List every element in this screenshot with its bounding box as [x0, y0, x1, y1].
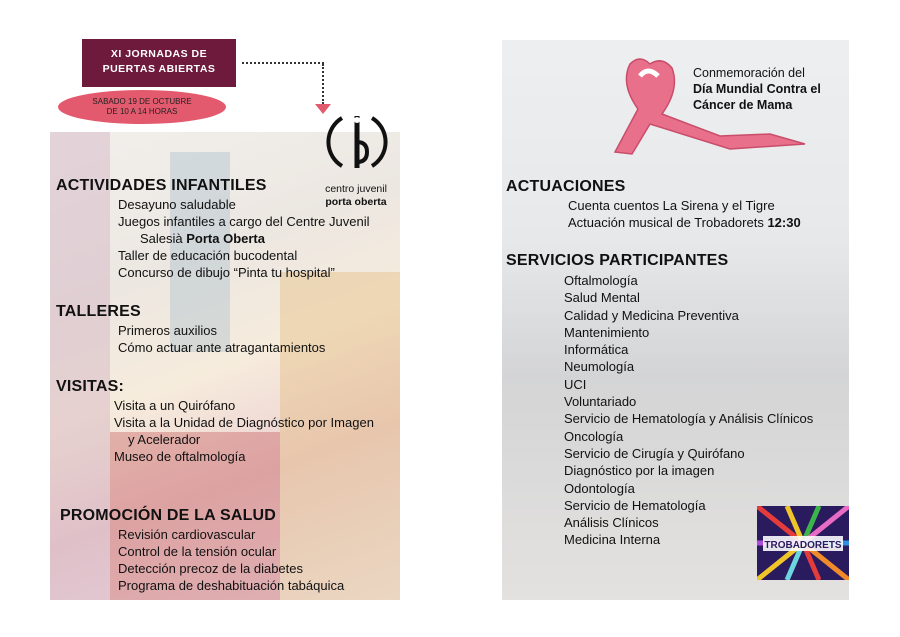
jornadas-banner	[82, 39, 236, 87]
list-item: UCI	[564, 376, 587, 392]
list-talleres	[118, 322, 325, 356]
list-item: Servicio de Hematología y Análisis Clínicos	[564, 411, 814, 427]
heading-servicios-participantes: SERVICIOS PARTICIPANTES	[506, 252, 729, 269]
list-item: y Acelerador	[128, 432, 201, 447]
list-item: Mantenimiento	[564, 324, 650, 340]
list-actuaciones	[568, 197, 801, 231]
list-item: Visita a un Quirófano	[114, 398, 236, 413]
heading-promocion-salud: PROMOCIÓN DE LA SALUD	[60, 507, 277, 524]
date-line1: SABADO 19 DE OCTUBRE	[92, 97, 192, 106]
list-item: Museo de oftalmología	[114, 449, 246, 464]
list-item: Oftalmología	[564, 273, 638, 288]
banner-line2: PUERTAS ABIERTAS	[102, 63, 216, 75]
heading-actividades-infantiles: ACTIVIDADES INFANTILES	[56, 177, 267, 194]
list-item: Servicio de Hematología	[564, 497, 706, 513]
list-item: Taller de educación bucodental	[118, 248, 298, 263]
list-item: Oncología	[564, 428, 624, 444]
logo-line2: porta oberta	[325, 196, 387, 208]
list-item: Voluntariado	[564, 394, 637, 410]
conmemoracion-line2: Día Mundial Contra el	[693, 82, 821, 96]
date-line2: DE 10 A 14 HORAS	[106, 107, 178, 116]
banner-line1: XI JORNADAS DE	[110, 48, 208, 60]
list-item: Desayuno saludable	[118, 197, 236, 212]
dotted-connector-vertical	[322, 64, 324, 104]
list-item: Medicina Interna	[564, 532, 661, 548]
centro-juvenil-logo-icon	[322, 112, 392, 172]
list-item: Concurso de dibujo “Pinta tu hospital”	[118, 265, 335, 280]
list-item: Juegos infantiles a cargo del Centre Juvenil	[118, 214, 370, 229]
list-item: Revisión cardiovascular	[118, 527, 256, 542]
trobadorets-logo-icon	[757, 506, 849, 580]
list-item: Detección precoz de la diabetes	[118, 561, 304, 576]
list-item: Cómo actuar ante atragantamientos	[118, 340, 326, 355]
list-promocion-salud	[118, 526, 344, 594]
list-item: Servicio de Cirugía y Quirófano	[564, 445, 745, 461]
list-item: Calidad y Medicina Preventiva	[564, 307, 739, 323]
date-oval	[58, 90, 226, 124]
conmemoracion-text	[693, 65, 821, 113]
list-item: Análisis Clínicos	[564, 515, 659, 531]
list-item: Programa de deshabituación tabáquica	[118, 578, 345, 593]
time-bold: 12:30	[767, 215, 801, 230]
dotted-connector-horizontal	[242, 62, 324, 64]
heading-actuaciones: ACTUACIONES	[506, 178, 626, 195]
list-item: Informática	[564, 342, 629, 358]
list-item	[118, 230, 369, 247]
list-actividades-infantiles	[118, 196, 369, 281]
list-item: Salud Mental	[564, 290, 640, 306]
heading-visitas: VISITAS:	[56, 378, 124, 395]
list-item: Neumología	[564, 359, 635, 375]
list-item-part: Salesià	[140, 231, 187, 246]
list-visitas	[114, 397, 374, 465]
list-item: Cuenta cuentos La Sirena y el Tigre	[568, 198, 775, 213]
heading-talleres: TALLERES	[56, 303, 141, 320]
logo-line1: centro juvenil	[325, 183, 387, 195]
list-item: Diagnóstico por la imagen	[564, 463, 715, 479]
list-item: Primeros auxilios	[118, 323, 217, 338]
list-item-part: Actuación musical de Trobadorets	[568, 215, 768, 230]
list-item: Visita a la Unidad de Diagnóstico por Imagen	[114, 415, 374, 430]
conmemoracion-line1: Conmemoración del	[693, 66, 805, 80]
trobadorets-logo-text: TROBADORETS	[764, 540, 842, 551]
list-item: Control de la tensión ocular	[118, 544, 277, 559]
list-item: Odontología	[564, 480, 635, 496]
porta-oberta-bold: Porta Oberta	[186, 231, 265, 246]
list-item	[568, 214, 801, 231]
conmemoracion-line3: Cáncer de Mama	[693, 98, 793, 112]
